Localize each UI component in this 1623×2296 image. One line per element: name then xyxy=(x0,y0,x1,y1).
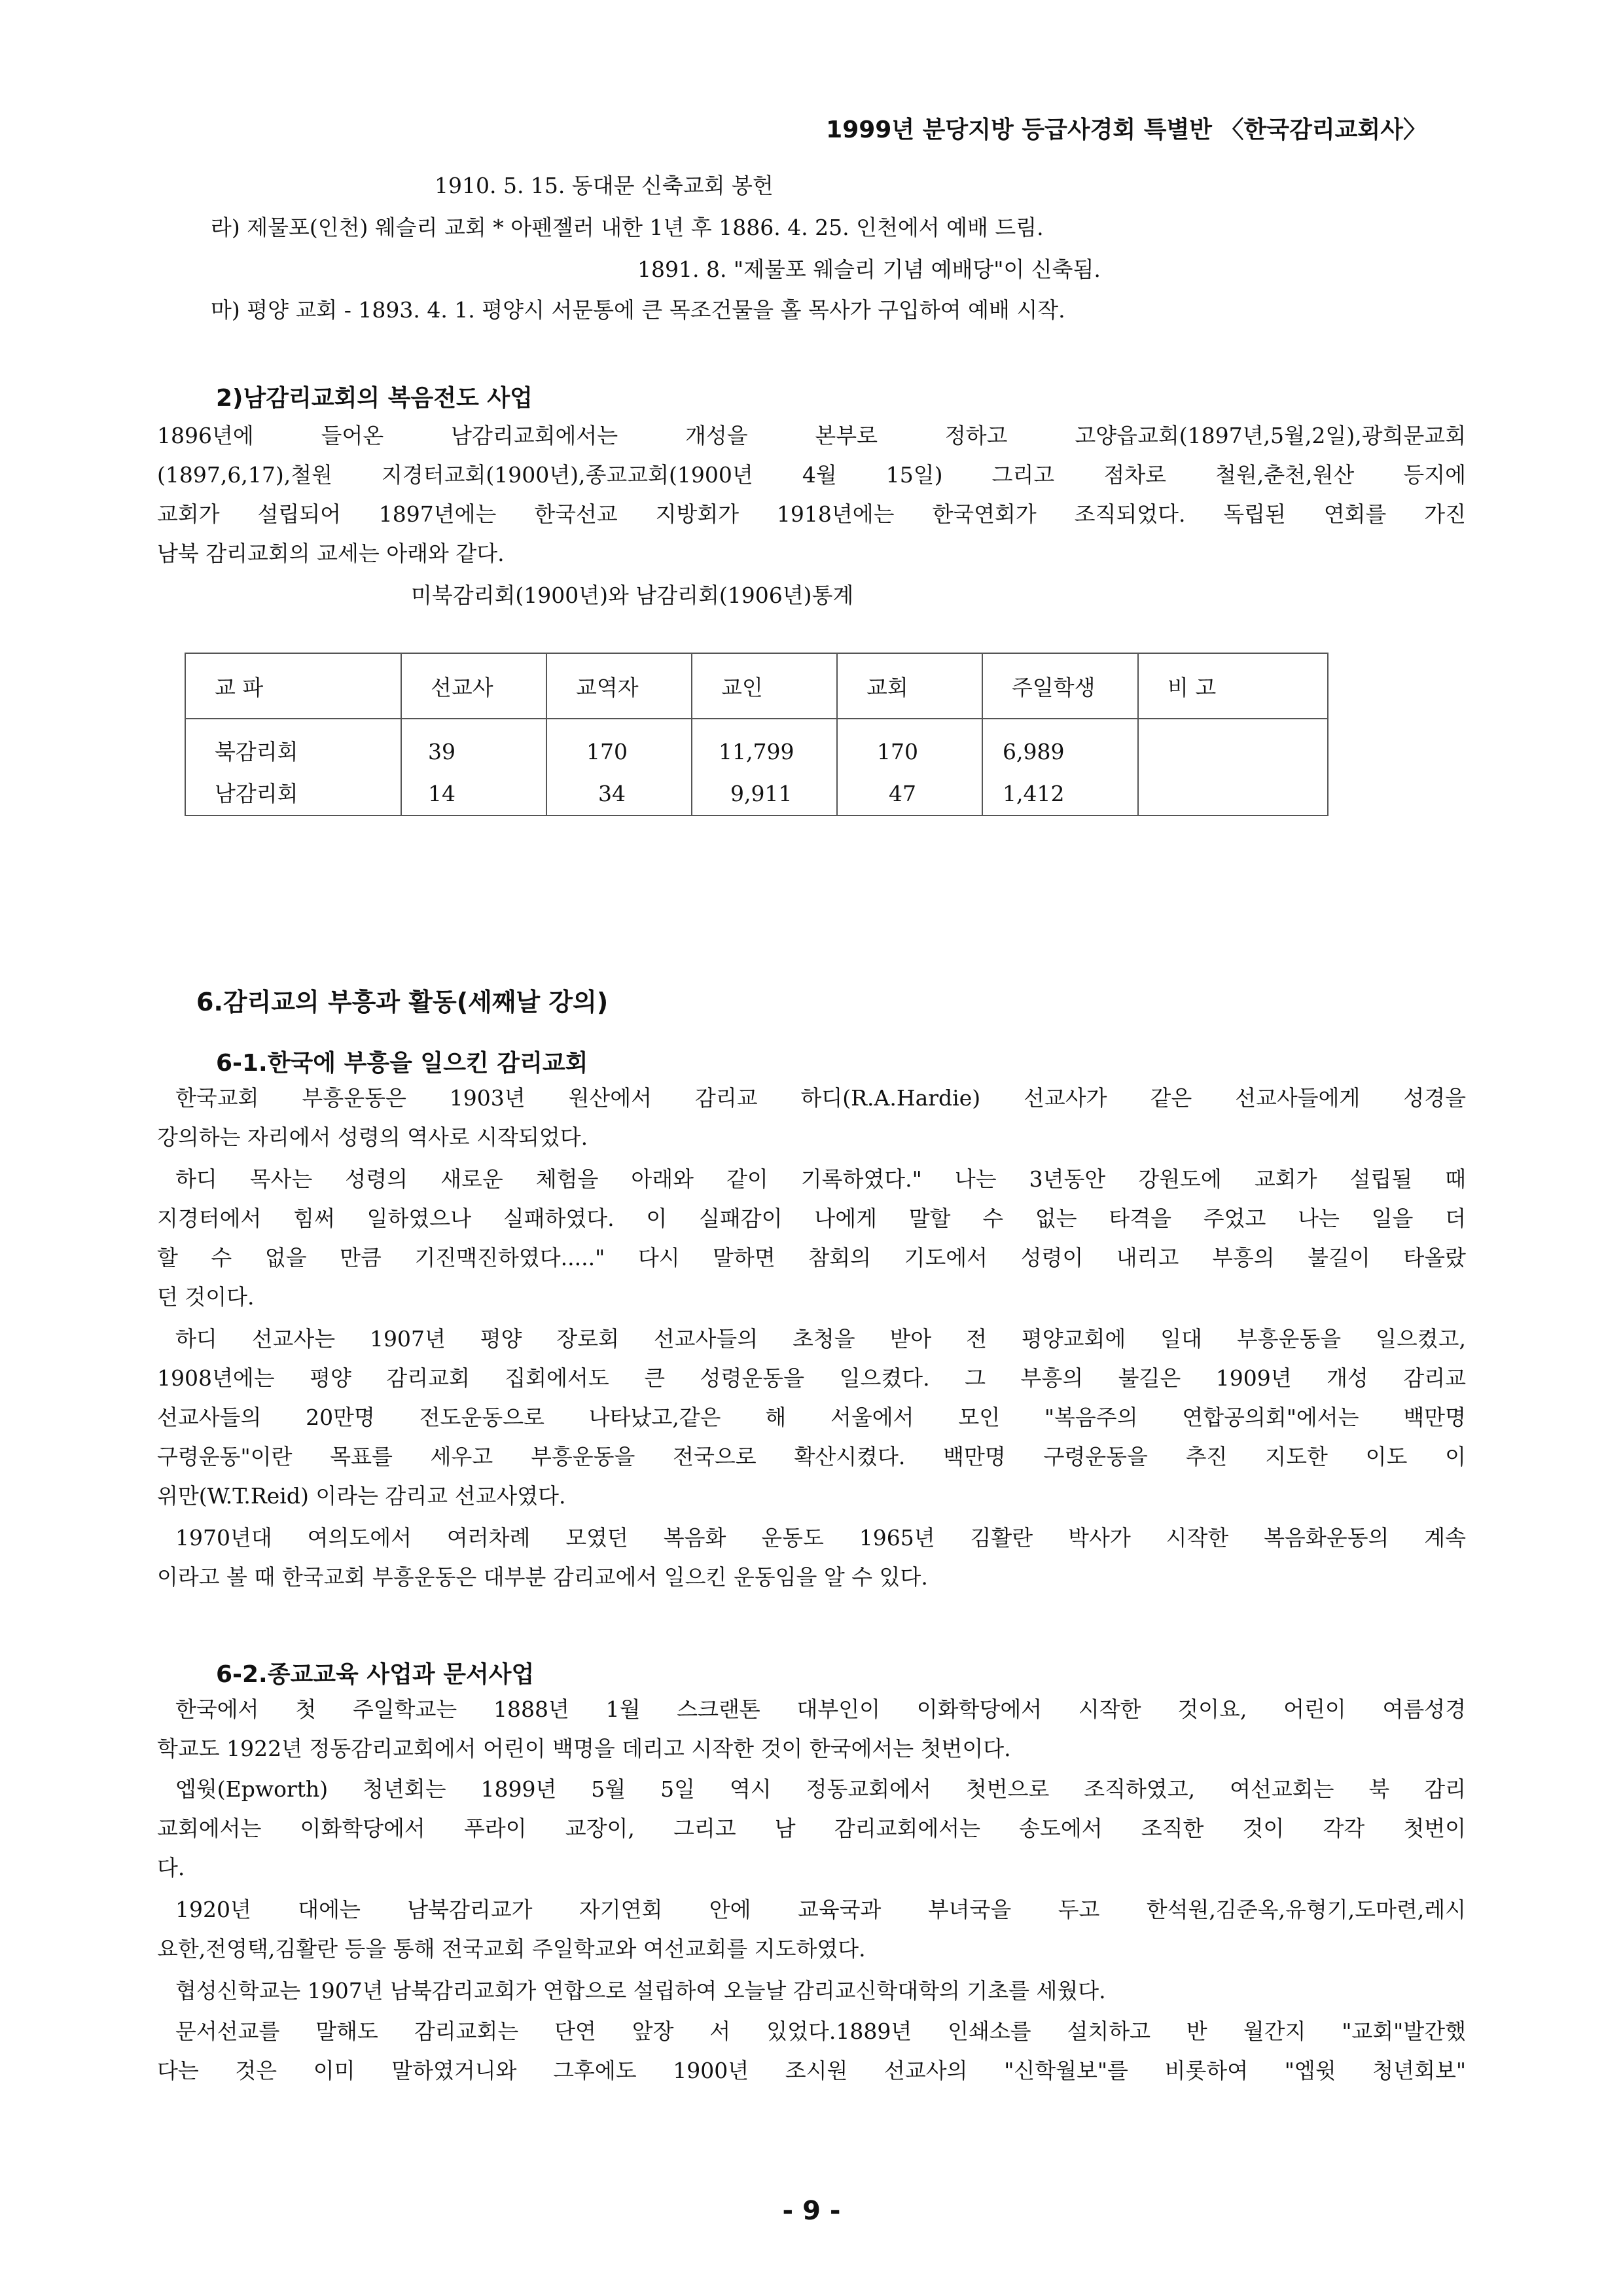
paragraph-line: 하디 선교사는 1907년 평양 장로회 선교사들의 초청을 받아 전 평양교회에 일대 부흥운동을 일으켰고, xyxy=(175,1326,1466,1352)
table-header-cell: 선교사 xyxy=(401,653,546,719)
paragraph-line: 협성신학교는 1907년 남북감리교회가 연합으로 설립하여 오늘날 감리교신학대학의 기초를 세웠다. xyxy=(175,1978,1106,2003)
cell-value: 39 xyxy=(428,739,455,764)
table-cell-ministers xyxy=(546,719,692,816)
table-header-cell: 주일학생 xyxy=(982,653,1138,719)
cell-value: 6,989 xyxy=(1003,739,1065,764)
table-cell-missionaries xyxy=(401,719,546,816)
list-item: 마) 평양 교회 - 1893. 4. 1. 평양시 서문통에 큰 목조건물을 홀 목사가 구입하여 예배 시작. xyxy=(211,297,1065,323)
cell-value: 9,911 xyxy=(730,781,793,806)
subsection-heading: 6-2.종교교육 사업과 문서사업 xyxy=(216,1661,535,1688)
list-item: 라) 제물포(인천) 웨슬리 교회 * 아펜젤러 내한 1년 후 1886. 4. 25. 인천에서 예배 드림. xyxy=(211,215,1044,240)
cell-value: 47 xyxy=(889,781,916,806)
paragraph-line: 엡웟(Epworth) 청년회는 1899년 5월 5일 역시 정동교회에서 첫번으로 조직하였고, 여선교회는 북 감리 xyxy=(175,1776,1466,1802)
page-header-title: 1999년 분당지방 등급사경회 특별반 〈한국감리교회사〉 xyxy=(826,117,1427,143)
table-header-cell: 교역자 xyxy=(546,653,692,719)
paragraph-line: 구령운동"이란 목표를 세우고 부흥운동을 전국으로 확산시켰다. 백만명 구령운동을 추진 지도한 이도 이 xyxy=(157,1444,1466,1469)
page-number: - 9 - xyxy=(782,2196,841,2226)
cell-value: 170 xyxy=(877,739,918,764)
table-header-cell: 교 파 xyxy=(185,653,401,719)
list-item: 1891. 8. "제물포 웨슬리 기념 예배당"이 신축됨. xyxy=(637,257,1101,282)
table-row xyxy=(185,719,1328,816)
cell-value: 170 xyxy=(586,739,628,764)
paragraph-line: 다. xyxy=(157,1855,185,1880)
paragraph-line: 이라고 볼 때 한국교회 부흥운동은 대부분 감리교에서 일으킨 운동임을 알 수 있다. xyxy=(157,1564,928,1590)
cell-value: 14 xyxy=(428,781,455,806)
paragraph-line: 교회에서는 이화학당에서 푸라이 교장이, 그리고 남 감리교회에서는 송도에서 조직한 것이 각각 첫번이 xyxy=(157,1816,1466,1841)
paragraph-line: 선교사들의 20만명 전도운동으로 나타났고,같은 해 서울에서 모인 "복음주의 연합공의회"에서는 백만명 xyxy=(157,1405,1466,1430)
table-header-cell: 교회 xyxy=(837,653,982,719)
paragraph-line: 하디 목사는 성령의 새로운 체험을 아래와 같이 기록하였다." 나는 3년동안 강원도에 교회가 설립될 때 xyxy=(175,1166,1466,1192)
section-heading: 6.감리교의 부흥과 활동(세째날 강의) xyxy=(196,988,609,1016)
paragraph-line: 할 수 없을 만큼 기진맥진하였다....." 다시 말하면 참회의 기도에서 성령이 내리고 부흥의 불길이 타올랐 xyxy=(157,1245,1466,1270)
table-header-row xyxy=(185,653,1328,719)
cell-value: 34 xyxy=(598,781,626,806)
paragraph-line: 요한,전영택,김활란 등을 통해 전국교회 주일학교와 여선교회를 지도하였다. xyxy=(157,1936,866,1962)
paragraph-line: 강의하는 자리에서 성령의 역사로 시작되었다. xyxy=(157,1124,588,1150)
paragraph-line: 다는 것은 이미 말하였거니와 그후에도 1900년 조시원 선교사의 "신학월보"를 비롯하여 "엡윗 청년회보" xyxy=(157,2058,1466,2083)
paragraph-line: 1920년 대에는 남북감리교가 자기연회 안에 교육국과 부녀국을 두고 한석원,김준옥,유형기,도마련,레시 xyxy=(175,1897,1466,1922)
statistics-table xyxy=(185,653,1329,816)
table-cell-remarks xyxy=(1138,719,1328,816)
paragraph-line: 지경터에서 힘써 일하였으나 실패하였다. 이 실패감이 나에게 말할 수 없는 타격을 주었고 나는 일을 더 xyxy=(157,1206,1466,1231)
cell-value: 남감리회 xyxy=(215,781,298,806)
paragraph-line: 한국교회 부흥운동은 1903년 원산에서 감리교 하디(R.A.Hardie) 선교사가 같은 선교사들에게 성경을 xyxy=(175,1085,1466,1111)
cell-value: 11,799 xyxy=(719,739,794,764)
paragraph-line: 던 것이다. xyxy=(157,1284,255,1310)
paragraph-line: 문서선교를 말해도 감리교회는 단연 앞장 서 있었다.1889년 인쇄소를 설치하고 반 월간지 "교회"발간했 xyxy=(175,2018,1466,2044)
paragraph-line: 1970년대 여의도에서 여러차례 모였던 복음화 운동도 1965년 김활란 박사가 시작한 복음화운동의 계속 xyxy=(175,1525,1466,1551)
paragraph-line: 남북 감리교회의 교세는 아래와 같다. xyxy=(157,541,505,566)
cell-value: 1,412 xyxy=(1003,781,1065,806)
table-cell-sunday-students xyxy=(982,719,1138,816)
paragraph-line: 위만(W.T.Reid) 이라는 감리교 선교사였다. xyxy=(157,1483,566,1509)
table-cell-denomination xyxy=(185,719,401,816)
section-heading: 2)남감리교회의 복음전도 사업 xyxy=(216,385,533,412)
paragraph-line: 한국에서 첫 주일학교는 1888년 1월 스크랜톤 대부인이 이화학당에서 시작한 것이요, 어린이 여름성경 xyxy=(175,1696,1466,1722)
paragraph-line: (1897,6,17),철원 지경터교회(1900년),종교교회(1900년 4월 15일) 그리고 점차로 철원,춘천,원산 등지에 xyxy=(157,462,1466,488)
paragraph-line: 1908년에는 평양 감리교회 집회에서도 큰 성령운동을 일으켰다. 그 부흥의 불길은 1909년 개성 감리교 xyxy=(157,1365,1466,1391)
cell-value: 북감리회 xyxy=(215,739,298,764)
list-item: 1910. 5. 15. 동대문 신축교회 봉헌 xyxy=(435,173,774,198)
table-cell-members xyxy=(692,719,837,816)
paragraph-line: 교회가 설립되어 1897년에는 한국선교 지방회가 1918년에는 한국연회가 조직되었다. 독립된 연회를 가진 xyxy=(157,501,1466,527)
table-cell-churches xyxy=(837,719,982,816)
paragraph-line: 학교도 1922년 정동감리교회에서 어린이 백명을 데리고 시작한 것이 한국에서는 첫번이다. xyxy=(157,1736,1011,1761)
paragraph-line: 1896년에 들어온 남감리교회에서는 개성을 본부로 정하고 고양읍교회(1897년,5월,2일),광희문교회 xyxy=(157,423,1466,448)
table-header-cell: 교인 xyxy=(692,653,837,719)
table-header-cell: 비 고 xyxy=(1138,653,1328,719)
subsection-heading: 6-1.한국에 부흥을 일으킨 감리교회 xyxy=(216,1050,588,1077)
table-caption: 미북감리회(1900년)와 남감리회(1906년)통계 xyxy=(411,583,854,608)
